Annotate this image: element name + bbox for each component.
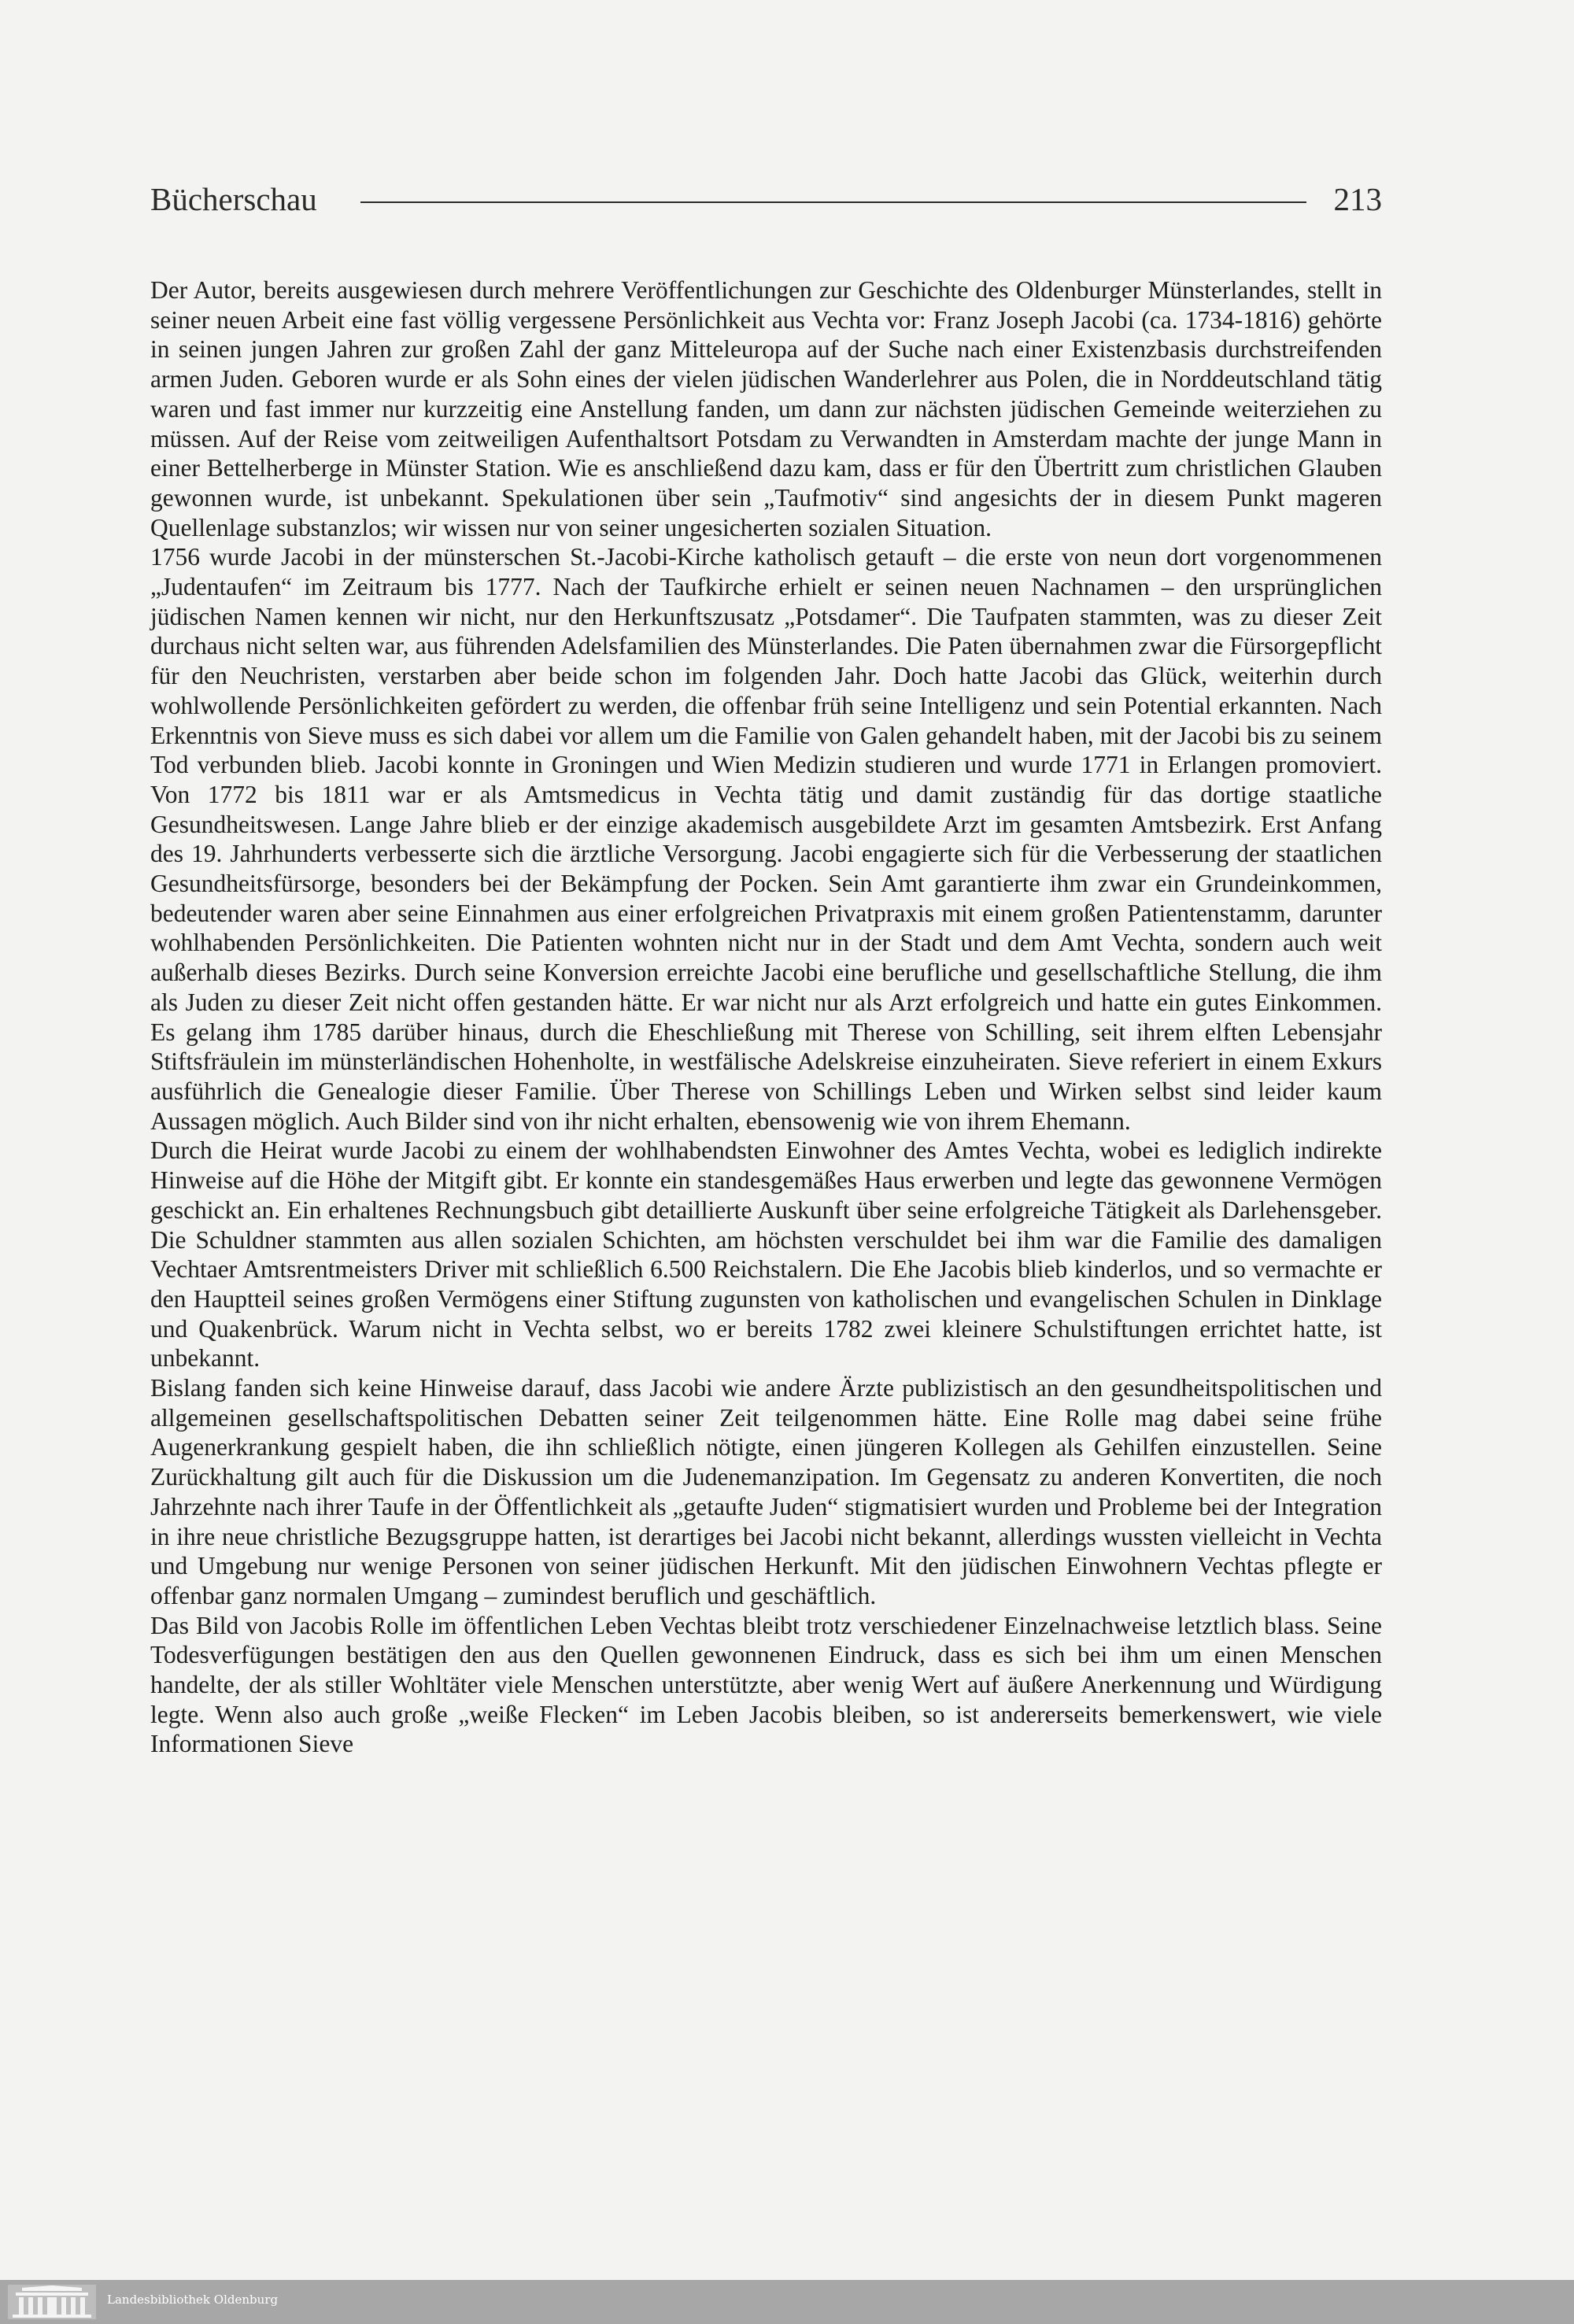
review-body-text bbox=[150, 275, 1382, 1759]
page-header bbox=[150, 179, 1382, 227]
paragraph-4: Bislang fanden sich keine Hinweise darauf, dass Jacobi wie andere Ärzte publizistisch an den gesundheitspolitischen und allgemeinen gesellschaftspolitischen Debatten seiner Zeit teilgenommen hätte. Eine Rolle mag dabei seine frühe Augenerkrankung gespielt haben, die ihn schließlich nötigte, einen jüngeren Kollegen als Gehilfen einzustellen. Seine Zurückhaltung gilt auch für die Diskussion um die Judenemanzipation. Im Gegensatz zu anderen Konvertiten, die noch Jahrzehnte nach ihrer Taufe in der Öffentlichkeit als „getaufte Juden“ stigmatisiert wurden und Probleme bei der Integration in ihre neue christliche Bezugsgruppe hatten, ist derartiges bei Jacobi nicht bekannt, allerdings wussten vielleicht in Vechta und Umgebung nur wenige Personen von seiner jüdischen Herkunft. Mit den jüdischen Einwohnern Vechtas pflegte er offenbar ganz normalen Umgang – zumindest beruflich und geschäftlich. bbox=[150, 1374, 1382, 1609]
paragraph-3: Durch die Heirat wurde Jacobi zu einem der wohlhabendsten Einwohner des Amtes Vechta, wobei es lediglich indirekte Hinweise auf die Höhe der Mitgift gibt. Er konnte ein standesgemäßes Haus erwerben und legte das gewonnene Vermögen geschickt an. Ein erhaltenes Rechnungsbuch gibt detaillierte Auskunft über seine erfolgreiche Tätigkeit als Darlehensgeber. Die Schuldner stammten aus allen sozialen Schichten, am höchsten verschuldet bei ihm war die Familie des damaligen Vechtaer Amtsrentmeisters Driver mit schließlich 6.500 Reichstalern. Die Ehe Jacobis blieb kinderlos, und so vermachte er den Hauptteil seines großen Vermögens einer Stiftung zugunsten von katholischen und evangelischen Schulen in Dinklage und Quakenbrück. Warum nicht in Vechta selbst, wo er bereits 1782 zwei kleinere Schulstiftungen errichtet hatte, ist unbekannt. bbox=[150, 1136, 1382, 1373]
library-building-icon bbox=[8, 2285, 96, 2319]
header-rule bbox=[360, 201, 1306, 203]
library-name: Landesbibliothek Oldenburg bbox=[107, 2293, 279, 2307]
paragraph-1: Der Autor, bereits ausgewiesen durch mehrere Veröffentlichungen zur Geschichte des Oldenburger Münsterlandes, stellt in seiner neuen Arbeit eine fast völlig vergessene Persönlichkeit aus Vechta vor: Franz Joseph Jacobi (ca. 1734-1816) gehörte in seinen jungen Jahren zur großen Zahl der ganz Mitteleuropa auf der Suche nach einer Existenzbasis durchstreifenden armen Juden. Geboren wurde er als Sohn eines der vielen jüdischen Wanderlehrer aus Polen, die in Norddeutschland tätig waren und fast immer nur kurzzeitig eine Anstellung fanden, um dann zur nächsten jüdischen Gemeinde weiterziehen zu müssen. Auf der Reise vom zeitweiligen Aufenthaltsort Potsdam zu Verwandten in Amsterdam machte der junge Mann in einer Bettelherberge in Münster Station. Wie es anschließend dazu kam, dass er für den Übertritt zum christlichen Glauben gewonnen wurde, ist unbekannt. Spekulationen über sein „Taufmotiv“ sind angesichts der in diesem Punkt mageren Quellenlage substanzlos; wir wissen nur von seiner ungesicherten sozialen Situation. bbox=[150, 276, 1382, 541]
page-number: 213 bbox=[1333, 181, 1382, 217]
paragraph-2: 1756 wurde Jacobi in der münsterschen St.-Jacobi-Kirche katholisch getauft – die erste von neun dort vorgenommenen „Judentaufen“ im Zeitraum bis 1777. Nach der Taufkirche erhielt er seinen neuen Nachnamen – den ursprünglichen jüdischen Namen kennen wir nicht, nur den Herkunftszusatz „Potsdamer“. Die Taufpaten stammten, was zu dieser Zeit durchaus nicht selten war, aus führenden Adelsfamilien des Münsterlandes. Die Paten übernahmen zwar die Fürsorgepflicht für den Neuchristen, verstarben aber beide schon im folgenden Jahr. Doch hatte Jacobi das Glück, weiterhin durch wohlwollende Persönlichkeiten gefördert zu werden, die offenbar früh seine Intelligenz und sein Potential erkannten. Nach Erkenntnis von Sieve muss es sich dabei vor allem um die Familie von Galen gehandelt haben, mit der Jacobi bis zu seinem Tod verbunden blieb. Jacobi konnte in Groningen und Wien Medizin studieren und wurde 1771 in Erlangen promoviert. Von 1772 bis 1811 war er als Amtsmedicus in Vechta tätig und damit zuständig für das dortige staatliche Gesundheitswesen. Lange Jahre blieb er der einzige akademisch ausgebildete Arzt im gesamten Amtsbezirk. Erst Anfang des 19. Jahrhunderts verbesserte sich die ärztliche Versorgung. Jacobi engagierte sich für die Verbesserung der staatlichen Gesundheitsfürsorge, besonders bei der Bekämpfung der Pocken. Sein Amt garantierte ihm zwar ein Grundeinkommen, bedeutender waren aber seine Einnahmen aus einer erfolgreichen Privatpraxis mit einem großen Patientenstamm, darunter wohlhabenden Persönlichkeiten. Die Patienten wohnten nicht nur in der Stadt und dem Amt Vechta, sondern auch weit außerhalb dieses Bezirks. Durch seine Konversion erreichte Jacobi eine berufliche und gesellschaftliche Stellung, die ihm als Juden zu dieser Zeit nicht offen gestanden hätte. Er war nicht nur als Arzt erfolgreich und hatte ein gutes Einkommen. Es gelang ihm 1785 darüber hinaus, durch die Eheschließung mit Therese von Schilling, seit ihrem elften Lebensjahr Stiftsfräulein im münsterländischen Hohenholte, in westfälische Adelskreise einzuheiraten. Sieve referiert in einem Exkurs ausführlich die Genealogie dieser Familie. Über Therese von Schillings Leben und Wirken selbst sind leider kaum Aussagen möglich. Auch Bilder sind von ihr nicht erhalten, ebensowenig wie von ihrem Ehemann. bbox=[150, 543, 1382, 1135]
running-head: Bücherschau bbox=[150, 181, 317, 217]
footer-bar bbox=[0, 2280, 1574, 2324]
paragraph-5: Das Bild von Jacobis Rolle im öffentlichen Leben Vechtas bleibt trotz verschiedener Einzelnachweise letztlich blass. Seine Todesverfügungen bestätigen den aus den Quellen gewonnenen Eindruck, dass es sich bei ihm um einen Menschen handelte, der als stiller Wohltäter viele Menschen unterstützte, aber wenig Wert auf äußere Anerkennung und Würdigung legte. Wenn also auch große „weiße Flecken“ im Leben Jacobis bleiben, so ist andererseits bemerkenswert, wie viele Informationen Sieve bbox=[150, 1611, 1382, 1758]
